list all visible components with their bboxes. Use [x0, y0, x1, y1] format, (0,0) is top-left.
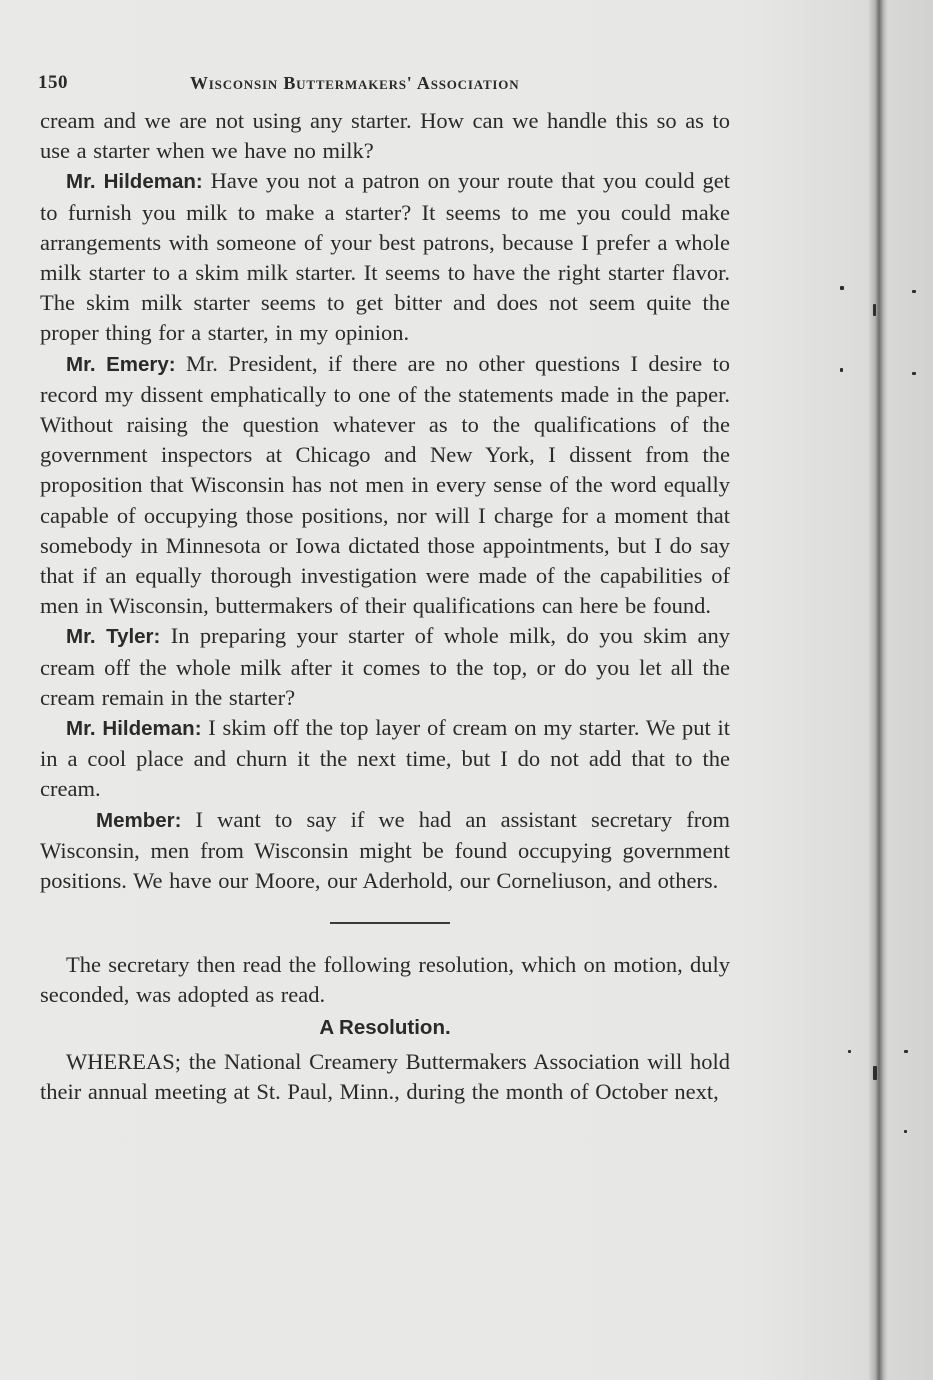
margin-speck	[904, 1130, 907, 1133]
paragraph-whereas: WHEREAS; the National Creamery Buttermakers Association will hold their annual meeting at St. Paul, Minn., during the month of October next,	[40, 1048, 730, 1104]
margin-speck	[840, 286, 844, 290]
speaker-label: Mr. Emery:	[66, 352, 176, 376]
paragraph-emery	[40, 349, 730, 622]
margin-speck	[912, 372, 916, 375]
paragraph-text: Mr. President, if there are no other questions I desire to record my dissent emphatically to one of the statements made in the paper. Without raising the question whatever as to the qualifications of the government inspectors at Chicago and New York, I dissent from the proposition that Wisconsin has not men in every sense of the word equally capable of occupying those positions, nor will I charge for a moment that somebody in Minnesota or Iowa dictated those appointments, but I do say that if an equally thorough investigation were made of the capabilities of men in Wisconsin, buttermakers of their qualifications can here be found.	[40, 350, 730, 619]
paragraph-member	[40, 805, 730, 897]
page-header	[38, 72, 738, 98]
paragraph-tyler	[40, 621, 730, 713]
margin-speck	[912, 290, 916, 293]
section-divider	[330, 922, 450, 924]
page-binding-shadow	[868, 0, 888, 1380]
speaker-label: Mr. Tyler:	[66, 625, 161, 649]
paragraph-intro: The secretary then read the following resolution, which on motion, duly seconded, was adopted as read.	[40, 952, 730, 1008]
speaker-label: Member:	[96, 808, 182, 832]
page-number: 150	[38, 72, 68, 93]
paragraph-text: Have you not a patron on your route that you could get to furnish you milk to make a starter? It seems to me you could make arrangements with someone of your best patrons, because I prefer a whole milk starter to a skim milk starter. It seems to have the right starter flavor. The skim milk starter seems to get bitter and does not seem quite the proper thing for a starter, in my opinion.	[40, 168, 730, 346]
paragraph-continuation	[40, 106, 730, 166]
paragraph-text: I skim off the top layer of cream on my starter. We put it in a cool place and churn it the next time, but I do not add that to the cream.	[40, 715, 730, 802]
margin-speck	[873, 304, 876, 316]
margin-speck	[873, 1066, 877, 1080]
paragraph-hildeman	[40, 166, 730, 348]
paragraph-text: In preparing your starter of whole milk, do you skim any cream off the whole milk after it comes to the top, or do you let all the cream remain in the starter?	[40, 623, 731, 710]
margin-speck	[904, 1050, 908, 1053]
body-text	[40, 106, 730, 1107]
speaker-label: Mr. Hildeman:	[66, 717, 202, 741]
speaker-label: Mr. Hildeman:	[66, 170, 203, 194]
margin-speck	[840, 368, 843, 372]
paragraph-text: I want to say if we had an assistant secretary from Wisconsin, men from Wisconsin might be found occupying government positions. We have our Moore, our Aderhold, our Corneliuson, and others.	[40, 806, 730, 894]
margin-speck	[848, 1050, 851, 1053]
paragraph-hildeman-reply	[40, 713, 730, 805]
resolution-heading: A Resolution.	[319, 1015, 451, 1039]
paragraph-text: cream and we are not using any starter. How can we handle this so as to use a starter when we have no milk?	[40, 108, 730, 164]
running-head: Wisconsin Buttermakers' Association	[190, 73, 520, 93]
